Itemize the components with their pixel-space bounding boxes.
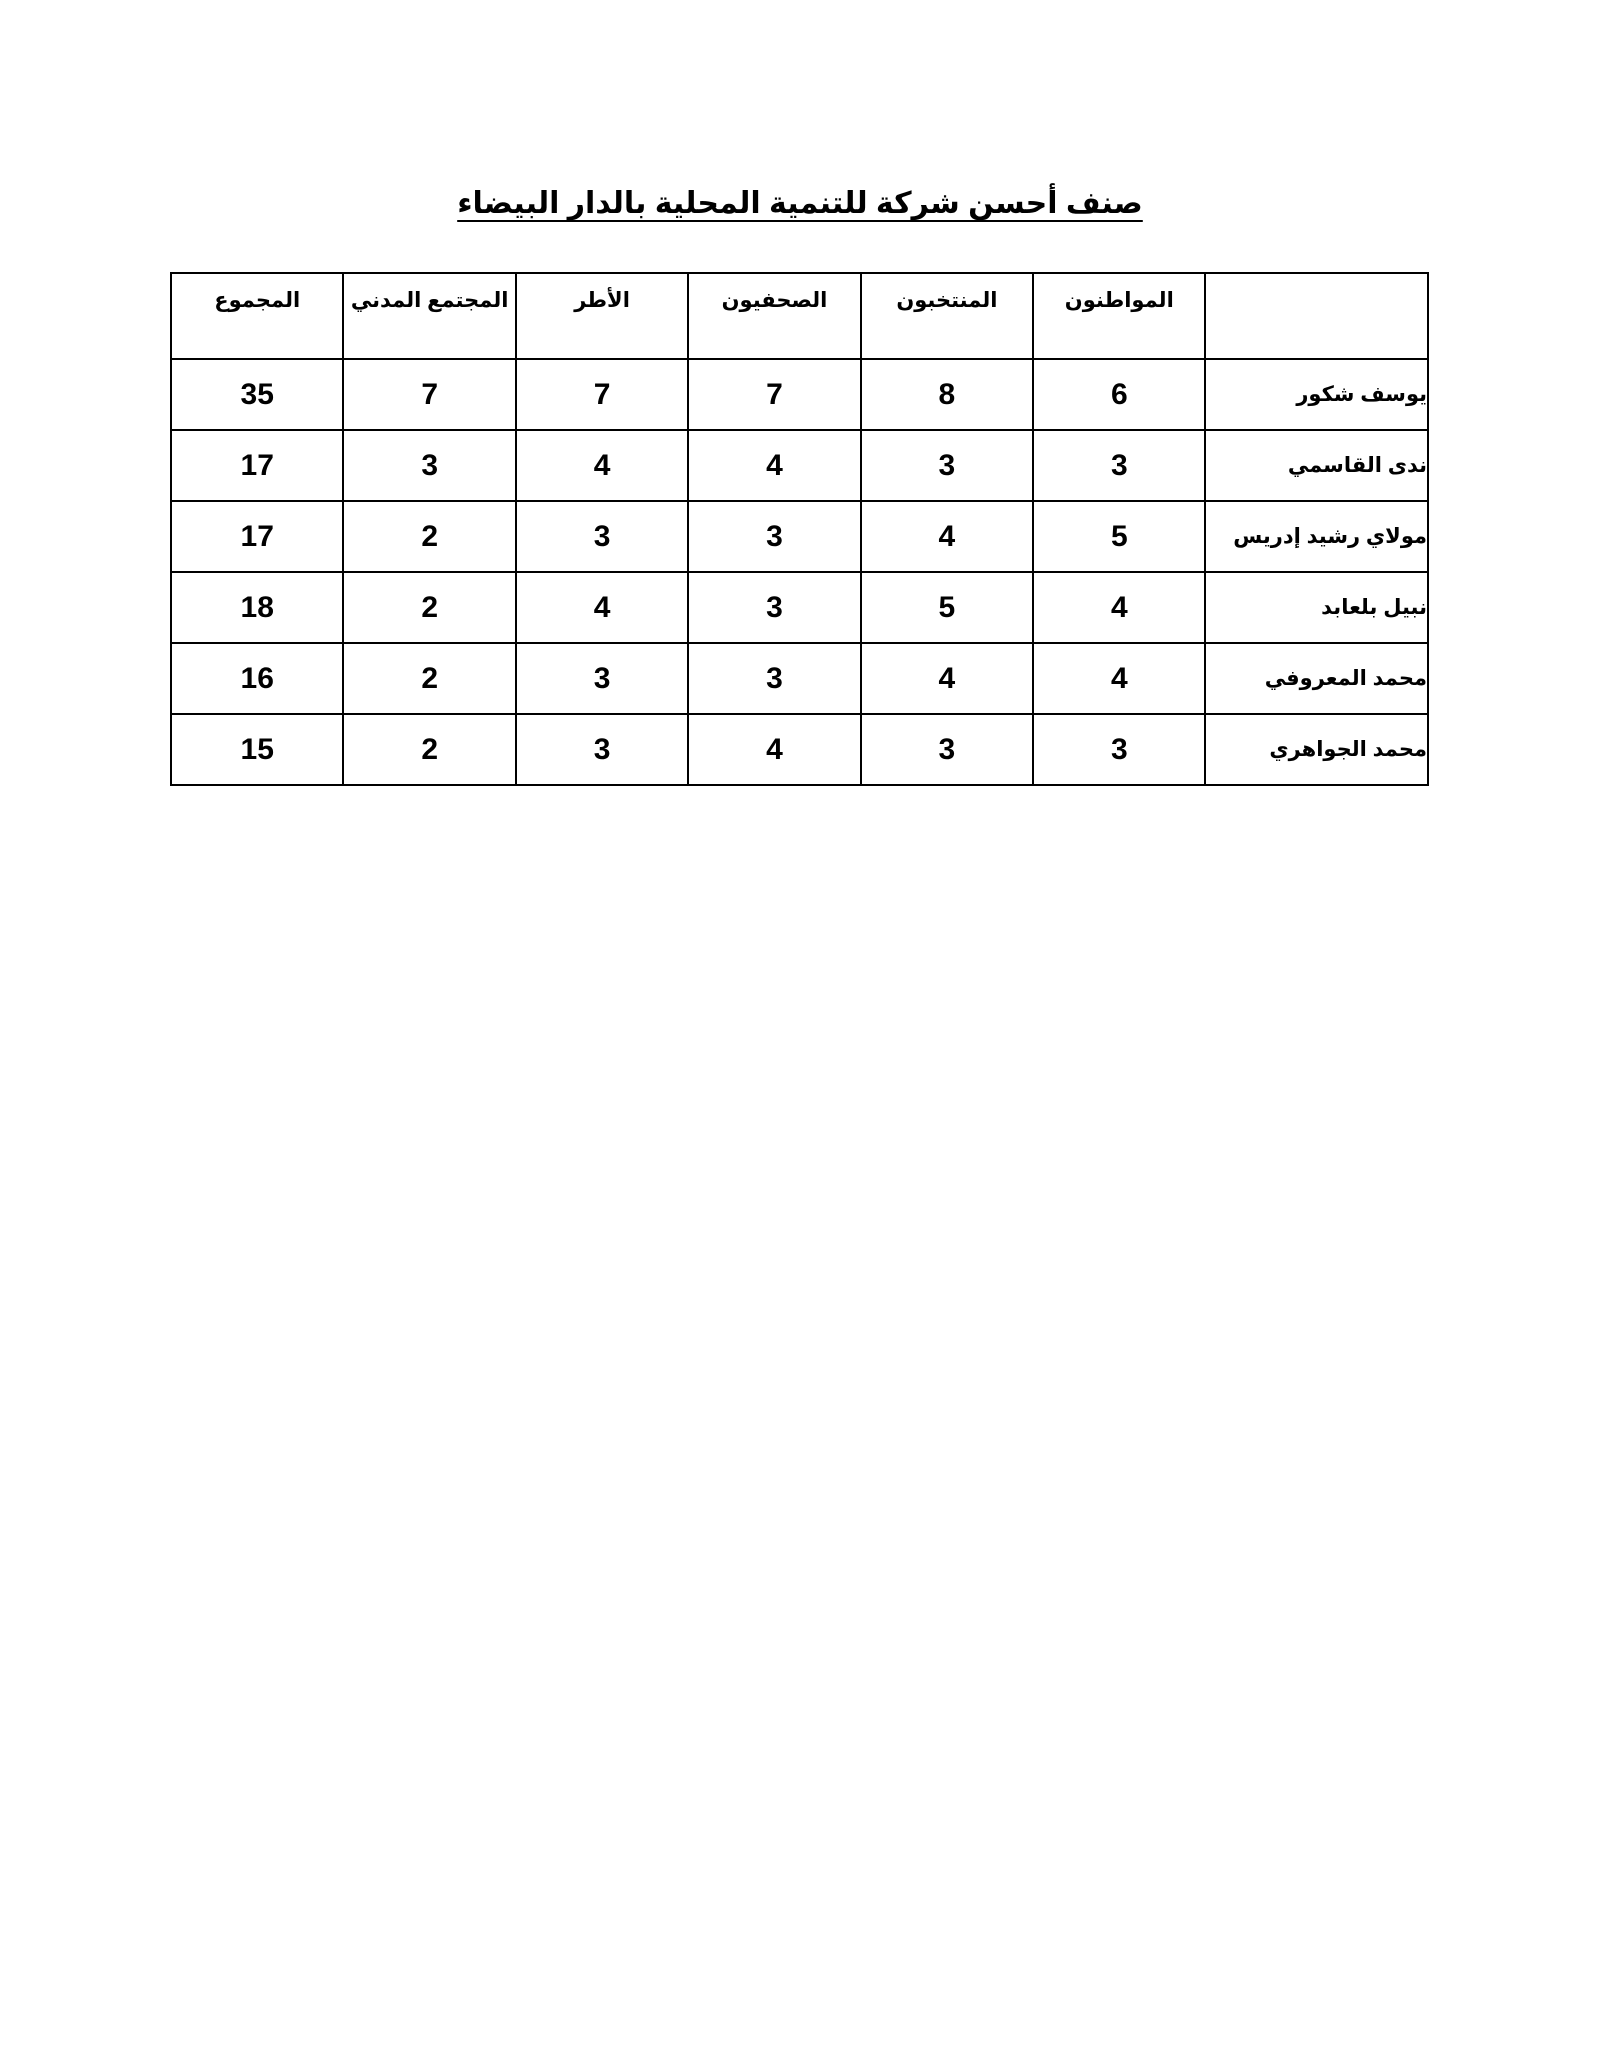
- scores-table: [170, 272, 1429, 786]
- row-name: محمد الجواهري: [1205, 714, 1428, 785]
- page-title: [0, 186, 1600, 221]
- cell-executives: 4: [516, 430, 688, 501]
- cell-executives: 4: [516, 572, 688, 643]
- cell-journalists: 3: [688, 643, 860, 714]
- table-row: [171, 359, 1428, 430]
- table-row: [171, 572, 1428, 643]
- cell-total: 35: [171, 359, 343, 430]
- cell-citizens: 5: [1033, 501, 1205, 572]
- cell-elected: 4: [861, 643, 1033, 714]
- cell-elected: 4: [861, 501, 1033, 572]
- cell-citizens: 4: [1033, 643, 1205, 714]
- table-row: [171, 714, 1428, 785]
- cell-executives: 3: [516, 501, 688, 572]
- header-total: المجموع: [171, 273, 343, 359]
- header-civil-society: المجتمع المدني: [343, 273, 515, 359]
- row-name: مولاي رشيد إدريس: [1205, 501, 1428, 572]
- cell-journalists: 7: [688, 359, 860, 430]
- cell-journalists: 4: [688, 430, 860, 501]
- table-header-row: [171, 273, 1428, 359]
- cell-elected: 5: [861, 572, 1033, 643]
- cell-journalists: 3: [688, 501, 860, 572]
- cell-civil-society: 2: [343, 572, 515, 643]
- cell-journalists: 4: [688, 714, 860, 785]
- row-name: نبيل بلعابد: [1205, 572, 1428, 643]
- cell-civil-society: 2: [343, 714, 515, 785]
- cell-journalists: 3: [688, 572, 860, 643]
- cell-total: 17: [171, 430, 343, 501]
- cell-total: 16: [171, 643, 343, 714]
- cell-civil-society: 2: [343, 643, 515, 714]
- cell-executives: 3: [516, 643, 688, 714]
- header-journalists: الصحفيون: [688, 273, 860, 359]
- cell-elected: 8: [861, 359, 1033, 430]
- cell-elected: 3: [861, 430, 1033, 501]
- row-name: ندى القاسمي: [1205, 430, 1428, 501]
- cell-citizens: 3: [1033, 714, 1205, 785]
- row-name: يوسف شكور: [1205, 359, 1428, 430]
- row-name: محمد المعروفي: [1205, 643, 1428, 714]
- cell-citizens: 4: [1033, 572, 1205, 643]
- cell-executives: 3: [516, 714, 688, 785]
- cell-civil-society: 3: [343, 430, 515, 501]
- cell-executives: 7: [516, 359, 688, 430]
- cell-total: 17: [171, 501, 343, 572]
- cell-citizens: 3: [1033, 430, 1205, 501]
- header-name-column: [1205, 273, 1428, 359]
- table-row: [171, 501, 1428, 572]
- cell-total: 18: [171, 572, 343, 643]
- cell-civil-society: 2: [343, 501, 515, 572]
- cell-total: 15: [171, 714, 343, 785]
- table-row: [171, 430, 1428, 501]
- cell-civil-society: 7: [343, 359, 515, 430]
- cell-citizens: 6: [1033, 359, 1205, 430]
- cell-elected: 3: [861, 714, 1033, 785]
- header-elected: المنتخبون: [861, 273, 1033, 359]
- header-executives: الأطر: [516, 273, 688, 359]
- page-title-text: صنف أحسن شركة للتنمية المحلية بالدار البيضاء: [457, 187, 1143, 220]
- header-citizens: المواطنون: [1033, 273, 1205, 359]
- table-row: [171, 643, 1428, 714]
